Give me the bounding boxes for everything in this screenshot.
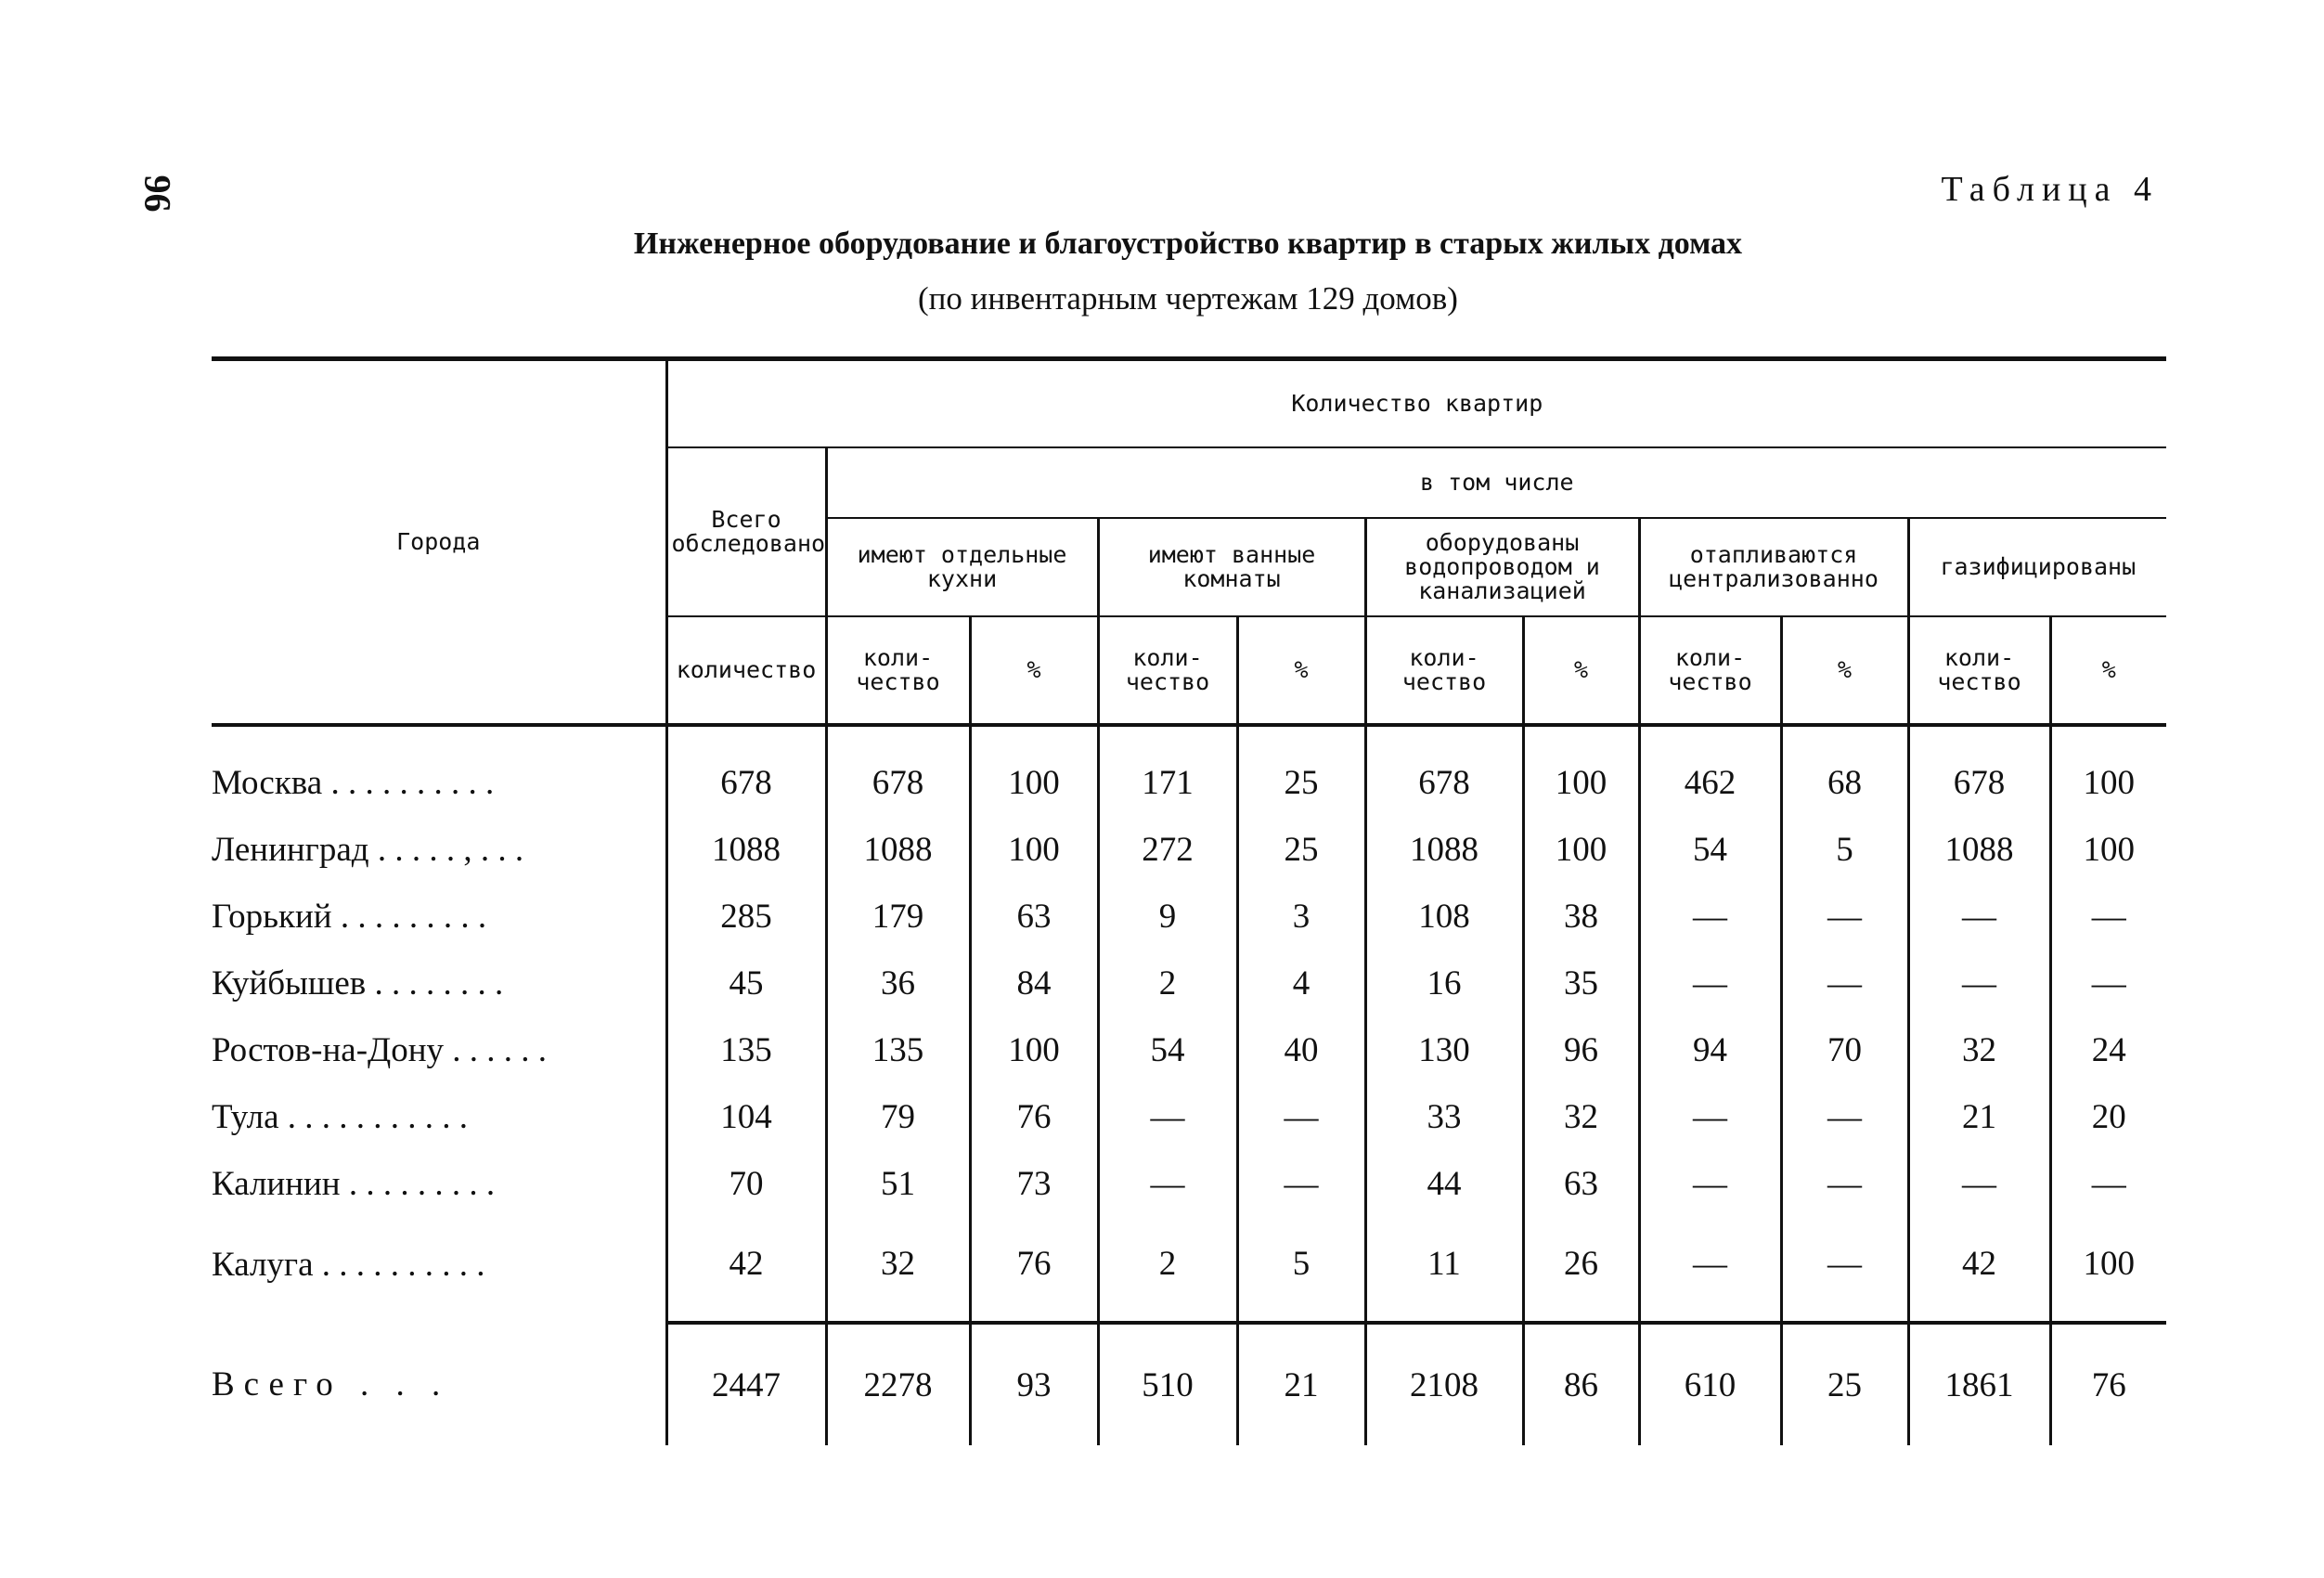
table-row bbox=[212, 1150, 2166, 1217]
table-cell: 68 bbox=[1781, 725, 1908, 816]
header-percent: % bbox=[2050, 616, 2166, 725]
table-cell: 76 bbox=[970, 1083, 1098, 1150]
table-cell: — bbox=[1639, 1217, 1781, 1323]
total-cell: 2447 bbox=[666, 1323, 826, 1445]
table-cell: — bbox=[1098, 1150, 1237, 1217]
table-cell: 5 bbox=[1781, 816, 1908, 883]
table-cell: 285 bbox=[666, 883, 826, 950]
header-count: количество bbox=[666, 616, 826, 725]
table-cell: 16 bbox=[1365, 950, 1523, 1016]
table-cell: 63 bbox=[1523, 1150, 1639, 1217]
table-cell: 100 bbox=[2050, 816, 2166, 883]
table-cell: 100 bbox=[970, 816, 1098, 883]
table-cell: — bbox=[2050, 950, 2166, 1016]
header-count: коли-чество bbox=[1098, 616, 1237, 725]
city-name: Ростов-на-Дону . . . . . . bbox=[212, 1030, 548, 1069]
city-name: Калуга . . . . . . . . . . bbox=[212, 1245, 485, 1284]
table-cell: — bbox=[1237, 1150, 1365, 1217]
table-cell: 135 bbox=[666, 1016, 826, 1083]
table-cell: 100 bbox=[2050, 725, 2166, 816]
table-cell: 36 bbox=[826, 950, 970, 1016]
table-cell: 678 bbox=[826, 725, 970, 816]
header-including: в том числе bbox=[826, 447, 2166, 518]
header-group-heating: отапливаются централизованно bbox=[1639, 518, 1908, 616]
table-cell: 1088 bbox=[666, 816, 826, 883]
table-cell: 63 bbox=[970, 883, 1098, 950]
table-cell: 25 bbox=[1237, 816, 1365, 883]
table-cell: 70 bbox=[1781, 1016, 1908, 1083]
total-cell: 610 bbox=[1639, 1323, 1781, 1445]
table-cell: 32 bbox=[826, 1217, 970, 1323]
table-row bbox=[212, 725, 2166, 816]
city-name: Тула . . . . . . . . . . . bbox=[212, 1097, 469, 1136]
table-cell: — bbox=[1639, 1150, 1781, 1217]
table-cell: 32 bbox=[1523, 1083, 1639, 1150]
total-cell: 510 bbox=[1098, 1323, 1237, 1445]
table-cell: 2 bbox=[1098, 1217, 1237, 1323]
table-cell: — bbox=[1781, 1150, 1908, 1217]
table-cell: 3 bbox=[1237, 883, 1365, 950]
table-cell: — bbox=[1639, 1083, 1781, 1150]
table-cell: 94 bbox=[1639, 1016, 1781, 1083]
table-cell: 96 bbox=[1523, 1016, 1639, 1083]
table-cell: 108 bbox=[1365, 883, 1523, 950]
header-count: коли-чество bbox=[1908, 616, 2050, 725]
table-row bbox=[212, 1217, 2166, 1323]
header-percent: % bbox=[1781, 616, 1908, 725]
table-cell: 135 bbox=[826, 1016, 970, 1083]
table-cell: 42 bbox=[666, 1217, 826, 1323]
table-cell: 26 bbox=[1523, 1217, 1639, 1323]
table-cell: 678 bbox=[1908, 725, 2050, 816]
table-cell: 40 bbox=[1237, 1016, 1365, 1083]
table-cell: 11 bbox=[1365, 1217, 1523, 1323]
table-cell: 678 bbox=[666, 725, 826, 816]
table-cell: 5 bbox=[1237, 1217, 1365, 1323]
table-cell: — bbox=[1908, 1150, 2050, 1217]
table-cell: — bbox=[1908, 883, 2050, 950]
total-cell: 76 bbox=[2050, 1323, 2166, 1445]
table-cell: — bbox=[1781, 1083, 1908, 1150]
table-row bbox=[212, 1083, 2166, 1150]
table-cell: 272 bbox=[1098, 816, 1237, 883]
table-cell: — bbox=[1639, 950, 1781, 1016]
table-cell: 42 bbox=[1908, 1217, 2050, 1323]
header-group-plumbing: оборудованы водопроводом и канализацией bbox=[1365, 518, 1639, 616]
table-cell: 84 bbox=[970, 950, 1098, 1016]
total-cell: 2108 bbox=[1365, 1323, 1523, 1445]
header-percent: % bbox=[1523, 616, 1639, 725]
header-apartments: Количество квартир bbox=[666, 359, 2166, 448]
table-cell: 1088 bbox=[1365, 816, 1523, 883]
table-body bbox=[212, 725, 2166, 1445]
table-cell: — bbox=[1639, 883, 1781, 950]
table-cell: 70 bbox=[666, 1150, 826, 1217]
table-cell: 100 bbox=[1523, 725, 1639, 816]
table-cell: 130 bbox=[1365, 1016, 1523, 1083]
table-cell: 73 bbox=[970, 1150, 1098, 1217]
total-cell: 2278 bbox=[826, 1323, 970, 1445]
table-cell: 100 bbox=[1523, 816, 1639, 883]
table-cell: 100 bbox=[970, 1016, 1098, 1083]
total-cell: 93 bbox=[970, 1323, 1098, 1445]
table-row bbox=[212, 1016, 2166, 1083]
header-city: Города bbox=[212, 359, 666, 726]
table-cell: 79 bbox=[826, 1083, 970, 1150]
table-row bbox=[212, 950, 2166, 1016]
total-cell: 25 bbox=[1781, 1323, 1908, 1445]
city-name: Калинин . . . . . . . . . bbox=[212, 1164, 496, 1203]
header-count: коли-чество bbox=[1639, 616, 1781, 725]
table-cell: 100 bbox=[970, 725, 1098, 816]
table-cell: 21 bbox=[1908, 1083, 2050, 1150]
header-group-kitchens: имеют отдельные кухни bbox=[826, 518, 1098, 616]
table-cell: 104 bbox=[666, 1083, 826, 1150]
table-cell: — bbox=[1781, 883, 1908, 950]
table-cell: 25 bbox=[1237, 725, 1365, 816]
table-subtitle: (по инвентарным чертежам 129 домов) bbox=[918, 280, 1458, 317]
table-cell: 678 bbox=[1365, 725, 1523, 816]
table-title: Инженерное оборудование и благоустройство квартир в старых жилых домах bbox=[633, 226, 1743, 261]
header-group-bathrooms: имеют ванные комнаты bbox=[1098, 518, 1365, 616]
table-cell: 35 bbox=[1523, 950, 1639, 1016]
city-name: Горький . . . . . . . . . bbox=[212, 897, 487, 936]
table-cell: 9 bbox=[1098, 883, 1237, 950]
total-label: Всего . . . bbox=[212, 1365, 450, 1403]
header-group-gas: газифицированы bbox=[1908, 518, 2166, 616]
page-number: 96 bbox=[136, 175, 179, 213]
table-label: Таблица 4 bbox=[1941, 170, 2159, 209]
table-cell: — bbox=[1781, 950, 1908, 1016]
table-cell: 4 bbox=[1237, 950, 1365, 1016]
city-name: Куйбышев . . . . . . . . bbox=[212, 964, 504, 1002]
table-cell: 76 bbox=[970, 1217, 1098, 1323]
table-cell: 33 bbox=[1365, 1083, 1523, 1150]
table-cell: 2 bbox=[1098, 950, 1237, 1016]
table-cell: 20 bbox=[2050, 1083, 2166, 1150]
total-row bbox=[212, 1323, 2166, 1445]
table-cell: — bbox=[2050, 1150, 2166, 1217]
table-cell: — bbox=[1908, 950, 2050, 1016]
table-cell: 54 bbox=[1098, 1016, 1237, 1083]
table-cell: — bbox=[2050, 883, 2166, 950]
header-percent: % bbox=[1237, 616, 1365, 725]
city-name: Ленинград . . . . . , . . . bbox=[212, 830, 524, 869]
table-cell: — bbox=[1237, 1083, 1365, 1150]
table-cell: 24 bbox=[2050, 1016, 2166, 1083]
table-cell: 179 bbox=[826, 883, 970, 950]
table-row bbox=[212, 883, 2166, 950]
table-cell: 100 bbox=[2050, 1217, 2166, 1323]
city-name: Москва . . . . . . . . . . bbox=[212, 763, 495, 802]
total-cell: 21 bbox=[1237, 1323, 1365, 1445]
data-table bbox=[212, 356, 2166, 1445]
table-cell: 462 bbox=[1639, 725, 1781, 816]
table-cell: 51 bbox=[826, 1150, 970, 1217]
table-cell: — bbox=[1781, 1217, 1908, 1323]
header-count: коли-чество bbox=[826, 616, 970, 725]
table-cell: 45 bbox=[666, 950, 826, 1016]
table-row bbox=[212, 816, 2166, 883]
total-cell: 1861 bbox=[1908, 1323, 2050, 1445]
total-cell: 86 bbox=[1523, 1323, 1639, 1445]
table-cell: 32 bbox=[1908, 1016, 2050, 1083]
table-cell: 54 bbox=[1639, 816, 1781, 883]
header-percent: % bbox=[970, 616, 1098, 725]
header-count: коли-чество bbox=[1365, 616, 1523, 725]
table-cell: 1088 bbox=[1908, 816, 2050, 883]
table-cell: 171 bbox=[1098, 725, 1237, 816]
table-cell: — bbox=[1098, 1083, 1237, 1150]
table-cell: 44 bbox=[1365, 1150, 1523, 1217]
header-total-surveyed: Всего обследовано bbox=[666, 447, 826, 616]
table-cell: 38 bbox=[1523, 883, 1639, 950]
table-cell: 1088 bbox=[826, 816, 970, 883]
